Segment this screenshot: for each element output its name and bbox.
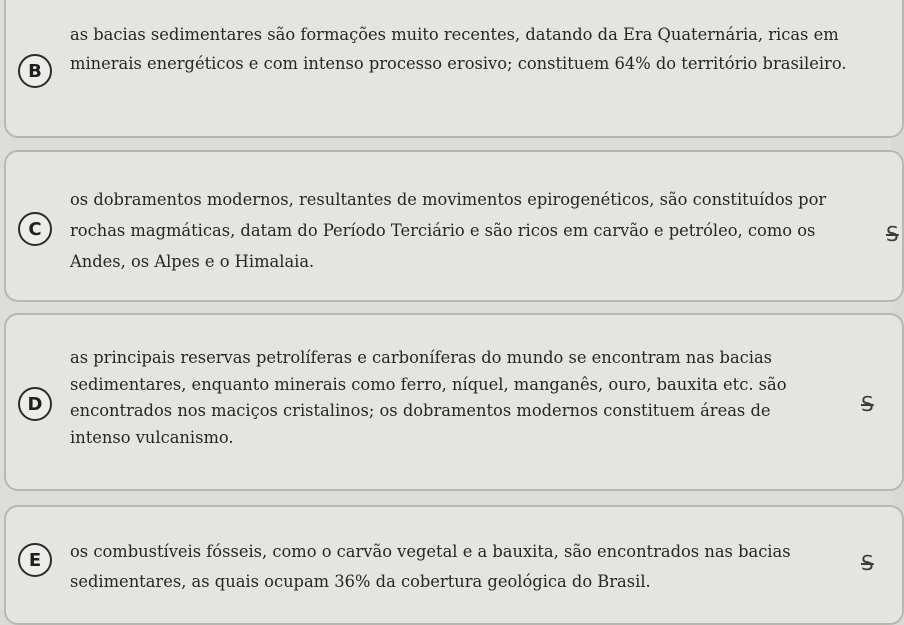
strikethrough-s-icon[interactable]: S xyxy=(886,222,899,246)
option-text: as bacias sedimentares são formações muito recentes, datando da Era Quaternária, ricas em minerais energéticos e com intenso processo erosivo; constituem 64% do território brasileiro. xyxy=(70,25,847,73)
option-letter-badge: C xyxy=(18,212,52,246)
option-letter-badge: E xyxy=(18,543,52,577)
option-text: os combustíveis fósseis, como o carvão vegetal e a bauxita, são encontrados nas bacias sedimentares, as quais ocupam 36% da cobertura geológica do Brasil. xyxy=(70,542,791,591)
answer-option-c[interactable] xyxy=(4,150,904,302)
answer-option-b[interactable] xyxy=(4,0,904,138)
option-letter-badge: B xyxy=(18,54,52,88)
option-text: as principais reservas petrolíferas e carboníferas do mundo se encontram nas bacias sedimentares, enquanto minerais como ferro, níquel, manganês, ouro, bauxita etc. são encontrados nos maciços cristalinos; os dobramentos modernos constituem áreas de intenso vulcanismo. xyxy=(70,348,787,447)
answer-option-e[interactable] xyxy=(4,505,904,625)
option-text: os dobramentos modernos, resultantes de movimentos epirogenéticos, são constituídos por rochas magmáticas, datam do Período Terciário e são ricos em carvão e petróleo, como os Andes, os Alpes e o Himalaia. xyxy=(70,190,827,271)
option-letter-badge: D xyxy=(18,387,52,421)
strikethrough-s-icon[interactable]: S xyxy=(861,551,874,575)
strikethrough-s-icon[interactable]: S xyxy=(861,392,874,416)
answer-option-d[interactable] xyxy=(4,313,904,491)
